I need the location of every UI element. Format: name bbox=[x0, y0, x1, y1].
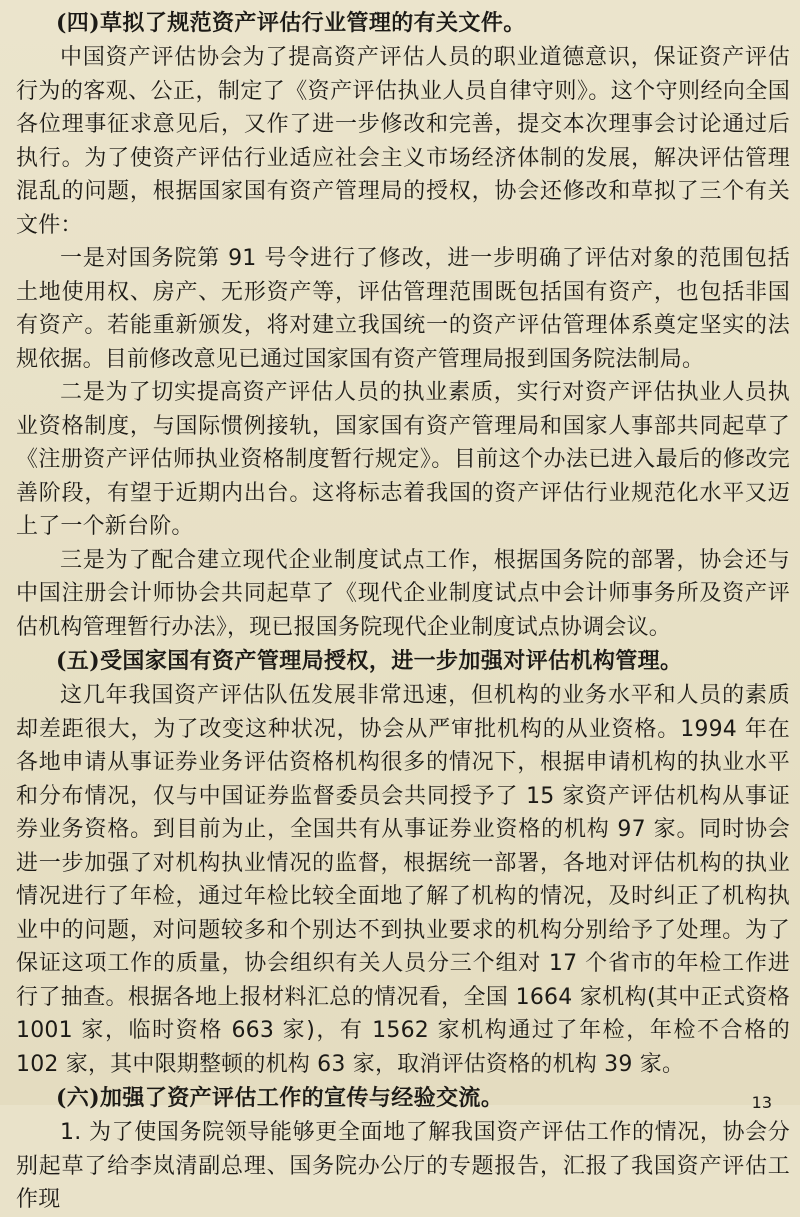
section-heading-4: (四)草拟了规范资产评估行业管理的有关文件。 bbox=[56, 10, 526, 36]
paragraph: 三是为了配合建立现代企业制度试点工作，根据国务院的部署，协会还与中国注册会计师协会共同起草了《现代企业制度试点中会计师事务所及资产评估机构管理暂行办法》，现已报国务院现代企业制度试点协调会议。 bbox=[16, 547, 790, 640]
section-heading-5: (五)受国家国有资产管理局授权，进一步加强对评估机构管理。 bbox=[56, 648, 683, 674]
paragraph: 这几年我国资产评估队伍发展非常迅速，但机构的业务水平和人员的素质却差距很大，为了改变这种状况，协会从严审批机构的从业资格。1994 年在各地申请从事证券业务评估资格机构很多的情况下，根据申请机构的执业水平和分布情况，仅与中国证券监督委员会共同授予了 15 家资产评估机构从事证券业务资格。到目前为止，全国共有从事证券业资格的机构 97 家。同时协会进一步加强了对机构执业情况的监督，根据统一部署，各地对评估机构的执业情况进行了年检，通过年检比较全面地了解了机构的情况，及时纠正了机构执业中的问题，对问题较多和个别达不到执业要求的机构分别给予了处理。为了保证这项工作的质量，协会组织有关人员分三个组对 17 个省市的年检工作进行了抽查。根据各地上报材料汇总的情况看，全国 1664 家机构(其中正式资格 1001 家，临时资格 663 家)，有 1562 家机构通过了年检，年检不合格的 102 家，其中限期整顿的机构 63 家，取消评估资格的机构 39 家。 bbox=[16, 683, 790, 1077]
paragraph: 1. 为了使国务院领导能够更全面地了解我国资产评估工作的情况，协会分别起草了给李岚清副总理、国务院办公厅的专题报告，汇报了我国资产评估工作现 bbox=[16, 1120, 790, 1212]
page-number: 13 bbox=[751, 1093, 772, 1112]
paragraph: 一是对国务院第 91 号令进行了修改，进一步明确了评估对象的范围包括土地使用权、房产、无形资产等，评估管理范围既包括国有资产，也包括非国有资产。若能重新颁发，将对建立我国统一的资产评估管理体系奠定坚实的法规依据。目前修改意见已通过国家国有资产管理局报到国务院法制局。 bbox=[16, 246, 790, 372]
paragraph: 中国资产评估协会为了提高资产评估人员的职业道德意识，保证资产评估行为的客观、公正，制定了《资产评估执业人员自律守则》。这个守则经向全国各位理事征求意见后，又作了进一步修改和完善，提交本次理事会讨论通过后执行。为了使资产评估行业适应社会主义市场经济体制的发展，解决评估管理混乱的问题，根据国家国有资产管理局的授权，协会还修改和草拟了三个有关文件： bbox=[16, 45, 790, 238]
section-heading-6: (六)加强了资产评估工作的宣传与经验交流。 bbox=[56, 1085, 504, 1111]
paragraph: 二是为了切实提高资产评估人员的执业素质，实行对资产评估执业人员执业资格制度，与国际惯例接轨，国家国有资产管理局和国家人事部共同起草了《注册资产评估师执业资格制度暂行规定》。目前这个办法已进入最后的修改完善阶段，有望于近期内出台。这将标志着我国的资产评估行业规范化水平又迈上了一个新台阶。 bbox=[16, 380, 790, 539]
